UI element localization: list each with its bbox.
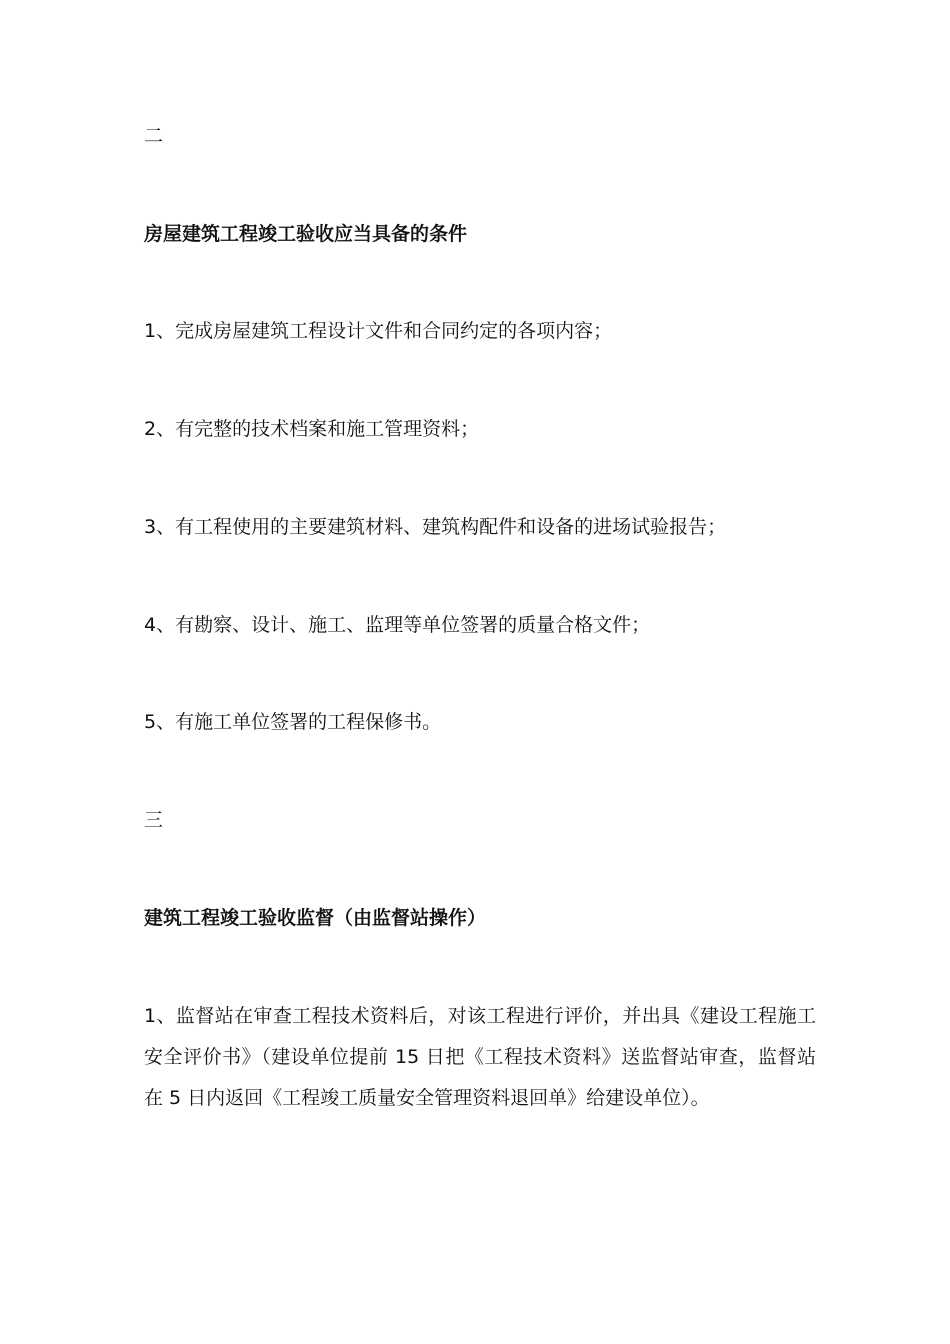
list-item: 5、有施工单位签署的工程保修书。 xyxy=(144,711,442,733)
section-number-3: 三 xyxy=(144,809,164,831)
list-item: 3、有工程使用的主要建筑材料、建筑构配件和设备的进场试验报告； xyxy=(144,516,727,538)
section-title-3: 建筑工程竣工验收监督（由监督站操作） xyxy=(144,907,487,929)
list-item: 2、有完整的技术档案和施工管理资料； xyxy=(144,418,480,440)
section-paragraph: 1、监督站在审查工程技术资料后，对该工程进行评价，并出具《建设工程施工安全评价书》（建设单位提前 15 日把《工程技术资料》送监督站审查，监督站在 5 日内返回《工程竣工质量安全管理资料退回单》给建设单位）。 xyxy=(144,1005,816,1109)
section-title-2: 房屋建筑工程竣工验收应当具备的条件 xyxy=(144,223,468,245)
list-item: 4、有勘察、设计、施工、监理等单位签署的质量合格文件； xyxy=(144,614,651,636)
list-item: 1、完成房屋建筑工程设计文件和合同约定的各项内容； xyxy=(144,320,613,342)
section-number-2: 二 xyxy=(144,125,164,147)
